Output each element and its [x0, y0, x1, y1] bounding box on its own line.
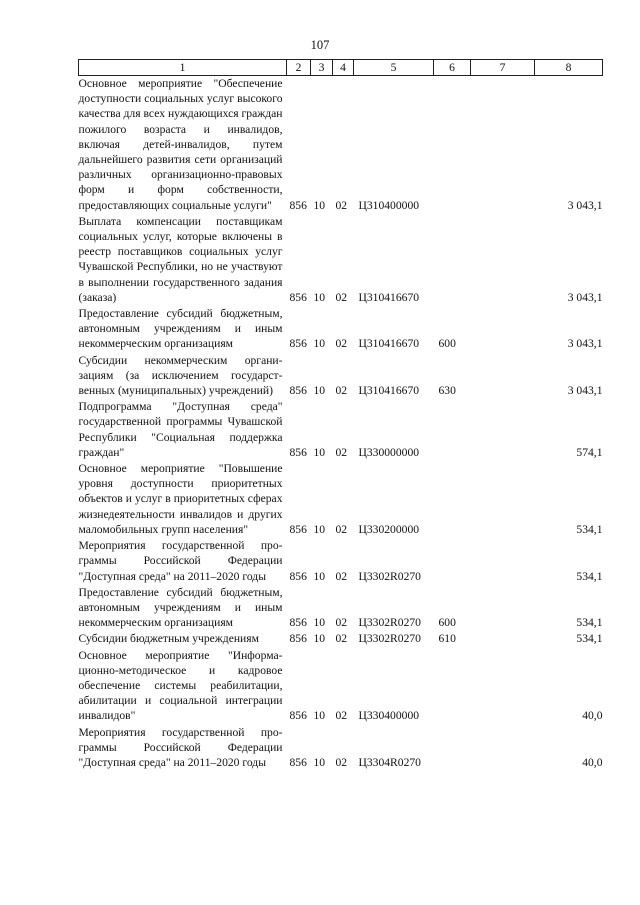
- row-section: 10: [313, 616, 326, 630]
- row-subsection: 02: [335, 198, 348, 212]
- table-row: [79, 538, 603, 585]
- row-target: Ц330400000: [358, 709, 420, 723]
- row-section: 10: [313, 384, 326, 398]
- row-amount: 534,1: [576, 522, 603, 536]
- row-col7: [471, 214, 535, 306]
- row-ministry: 856: [289, 384, 307, 398]
- header-col-6: 6: [434, 60, 471, 76]
- row-expense-type: [434, 648, 471, 725]
- row-subsection: 02: [335, 755, 348, 769]
- page-number: 107: [310, 38, 330, 52]
- row-section: 10: [313, 522, 326, 536]
- row-col7: [471, 306, 535, 353]
- row-name: Основное мероприятие "Повышение уровня доступности приоритетных объектов и услуг в приоритетных сферах жизнедеятельности инвалидов и других маломобильных групп населения": [78, 462, 283, 536]
- header-col-3: 3: [311, 60, 333, 76]
- row-amount: 534,1: [576, 632, 603, 646]
- row-name: Мероприятия государственной программы Российской Федерации "Доступная среда" на 2011–2020 годы: [78, 539, 283, 583]
- row-section: 10: [313, 337, 326, 351]
- row-amount: 3 043,1: [567, 337, 603, 351]
- header-col-1: 1: [79, 60, 287, 76]
- row-ministry: 856: [289, 522, 307, 536]
- row-col7: [471, 631, 535, 647]
- row-ministry: 856: [289, 632, 307, 646]
- row-expense-type: [434, 76, 471, 214]
- header-col-2: 2: [287, 60, 311, 76]
- row-ministry: 856: [289, 709, 307, 723]
- row-target: Ц3302R0270: [358, 632, 421, 646]
- row-target: Ц3304R0270: [358, 755, 421, 769]
- row-amount: 3 043,1: [567, 198, 603, 212]
- row-amount: 40,0: [582, 755, 603, 769]
- row-expense-type: 600: [438, 616, 456, 630]
- row-amount: 534,1: [576, 569, 603, 583]
- row-section: 10: [313, 755, 326, 769]
- row-amount: 3 043,1: [567, 290, 603, 304]
- row-target: Ц310416670: [358, 384, 420, 398]
- row-subsection: 02: [335, 632, 348, 646]
- table-row: [79, 648, 603, 725]
- row-expense-type: [434, 461, 471, 538]
- row-col7: [471, 399, 535, 461]
- row-target: Ц330000000: [358, 445, 420, 459]
- row-name: Субсидии бюджетным учреждениям: [78, 632, 259, 646]
- table-row: [79, 76, 603, 214]
- row-target: Ц3302R0270: [358, 569, 421, 583]
- row-section: 10: [313, 709, 326, 723]
- row-subsection: 02: [335, 709, 348, 723]
- table-row: [79, 461, 603, 538]
- row-subsection: 02: [335, 337, 348, 351]
- row-target: Ц310416670: [358, 290, 420, 304]
- row-col7: [471, 725, 535, 772]
- row-name: Субсидии некоммерческим организациям (за исключением государственных (муниципальных) учреждений): [78, 353, 283, 398]
- row-target: Ц310416670: [358, 337, 420, 351]
- row-target: Ц3302R0270: [358, 616, 421, 630]
- row-col7: [471, 353, 535, 400]
- row-ministry: 856: [289, 198, 307, 212]
- row-name: Предоставление субсидий бюджетным, автономным учреждениям и иным некоммерческим организациям: [78, 307, 283, 351]
- row-subsection: 02: [335, 522, 348, 536]
- row-expense-type: [434, 725, 471, 772]
- table-header: [79, 60, 603, 76]
- row-section: 10: [313, 198, 326, 212]
- row-col7: [471, 461, 535, 538]
- row-target: Ц330200000: [358, 522, 420, 536]
- budget-table: [78, 59, 603, 771]
- header-col-8: 8: [535, 60, 603, 76]
- row-subsection: 02: [335, 616, 348, 630]
- row-subsection: 02: [335, 445, 348, 459]
- row-subsection: 02: [335, 384, 348, 398]
- row-amount: 40,0: [582, 709, 603, 723]
- table-row: [79, 306, 603, 353]
- row-section: 10: [313, 632, 326, 646]
- table-row: [79, 585, 603, 632]
- header-row: [79, 60, 603, 76]
- row-section: 10: [313, 569, 326, 583]
- row-amount: 574,1: [576, 445, 603, 459]
- row-name: Подпрограмма "Доступная среда" государственной программы Чувашской Республики "Социальная поддержка граждан": [78, 400, 283, 459]
- row-expense-type: 600: [438, 337, 456, 351]
- row-ministry: 856: [289, 755, 307, 769]
- row-ministry: 856: [289, 445, 307, 459]
- table-body: [79, 76, 603, 772]
- table-row: [79, 399, 603, 461]
- row-ministry: 856: [289, 569, 307, 583]
- table-row: [79, 631, 603, 647]
- row-expense-type: [434, 214, 471, 306]
- row-name: Выплата компенсации поставщикам социальных услуг, которые включены в реестр поставщиков социальных услуг Чувашской Республики, но не участвуют в выполнении государственного задания (заказа): [78, 214, 283, 304]
- row-col7: [471, 585, 535, 632]
- row-amount: 3 043,1: [567, 384, 603, 398]
- header-col-4: 4: [333, 60, 354, 76]
- row-col7: [471, 538, 535, 585]
- row-name: Основное мероприятие "Обеспечение доступности социальных услуг высокого качества для всех нуждающихся граждан пожилого возраста и инвалидов, включая детей-инвалидов, путем дальнейшего развития сети организаций различных организационно-правовых форм и форм собственности, предоставляющих социальные услуги": [78, 77, 283, 212]
- row-col7: [471, 648, 535, 725]
- row-subsection: 02: [335, 569, 348, 583]
- row-name: Мероприятия государственной программы Российской Федерации "Доступная среда" на 2011–2020 годы: [78, 725, 283, 769]
- table-row: [79, 725, 603, 772]
- row-ministry: 856: [289, 616, 307, 630]
- row-name: Предоставление субсидий бюджетным, автономным учреждениям и иным некоммерческим организациям: [78, 585, 283, 630]
- row-section: 10: [313, 290, 326, 304]
- row-target: Ц310400000: [358, 198, 420, 212]
- row-expense-type: 630: [438, 384, 456, 398]
- row-ministry: 856: [289, 290, 307, 304]
- row-section: 10: [313, 445, 326, 459]
- row-expense-type: 610: [438, 632, 456, 646]
- row-amount: 534,1: [576, 616, 603, 630]
- row-subsection: 02: [335, 290, 348, 304]
- row-expense-type: [434, 399, 471, 461]
- row-name: Основное мероприятие "Информационно-методическое и кадровое обеспечение системы реабилитации, абилитации и социальной интеграции инвалидов": [78, 648, 283, 723]
- table-row: [79, 353, 603, 400]
- row-ministry: 856: [289, 337, 307, 351]
- header-col-5: 5: [354, 60, 434, 76]
- table-row: [79, 214, 603, 306]
- header-col-7: 7: [471, 60, 535, 76]
- row-col7: [471, 76, 535, 214]
- row-expense-type: [434, 538, 471, 585]
